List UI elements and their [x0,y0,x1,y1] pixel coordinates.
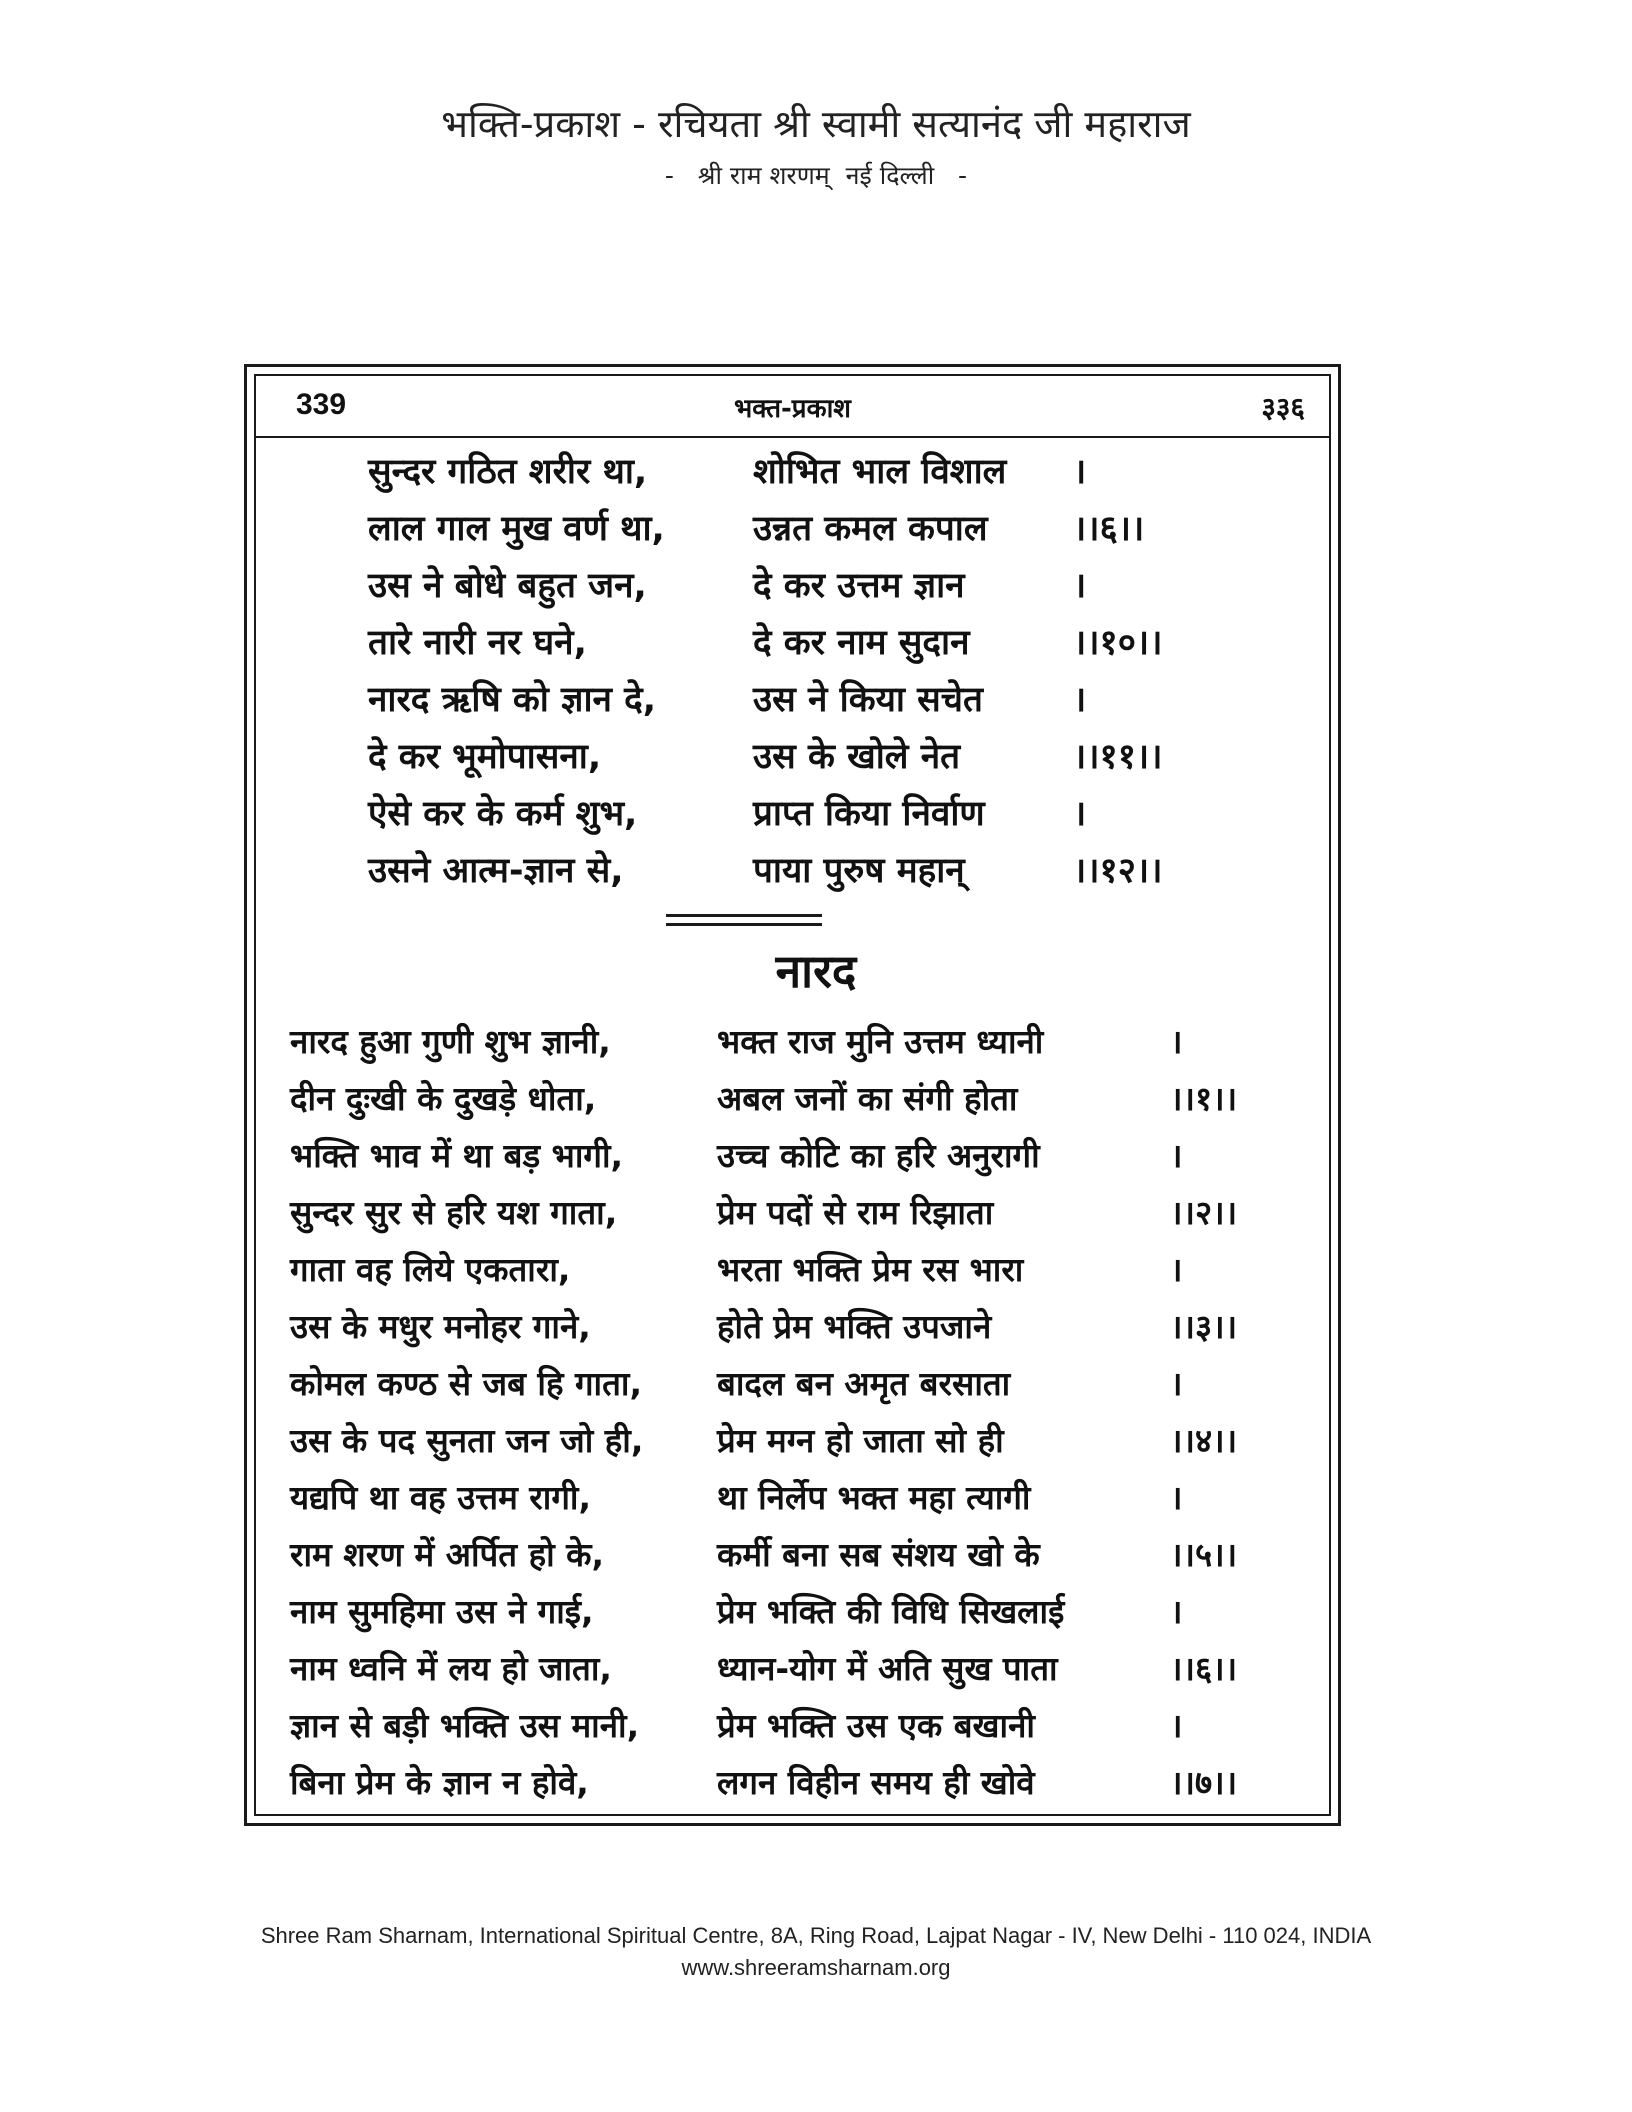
verse-mark: ।।१।। [1170,1079,1238,1118]
verse-second-half: दे कर उत्तम ज्ञान [753,566,965,606]
verse-mark: ।।११।। [1073,737,1163,777]
verse-first-half: नारद हुआ गुणी शुभ ज्ञानी, [290,1022,611,1061]
verse-second-half: उस ने किया सचेत [753,680,983,720]
verse-second-half: प्रेम भक्ति की विधि सिखलाई [717,1592,1065,1631]
verse-first-half: दीन दुःखी के दुखड़े धोता, [290,1079,597,1118]
footer-website: www.shreeramsharnam.org [681,1955,951,1980]
verse-first-half: लाल गाल मुख वर्ण था, [368,509,665,549]
verse-second-half: बादल बन अमृत बरसाता [717,1364,1011,1403]
verse-first-half: उस ने बोधे बहुत जन, [368,566,647,606]
verse-second-half: दे कर नाम सुदान [753,623,970,663]
verse-second-half: पाया पुरुष महान् [753,851,965,891]
verse-mark: । [1170,1250,1183,1289]
verse-mark: । [1170,1136,1183,1175]
verse-mark: ।।६।। [1170,1649,1238,1688]
book-page-header [256,376,1329,438]
verse-first-half: तारे नारी नर घने, [368,623,587,663]
verse-mark: । [1073,680,1087,720]
verse-mark: ।।१२।। [1073,851,1163,891]
verse-second-half: अबल जनों का संगी होता [717,1079,1018,1118]
verse-mark: । [1170,1478,1183,1517]
verse-first-half: दे कर भूमोपासना, [368,737,602,777]
section-heading: नारद [775,944,857,998]
verse-first-half: नारद ऋषि को ज्ञान दे, [368,680,657,720]
verse-mark: ।।४।। [1170,1421,1238,1460]
verse-second-half: प्रेम पदों से राम रिझाता [717,1193,994,1232]
verse-mark: । [1170,1022,1183,1061]
verse-first-half: सुन्दर सुर से हरि यश गाता, [290,1193,618,1232]
verse-mark: ।।१०।। [1073,623,1163,663]
verse-second-half: लगन विहीन समय ही खोवे [717,1763,1035,1802]
verse-mark: ।।३।। [1170,1307,1238,1346]
header-title: भक्ति-प्रकाश - रचियता श्री स्वामी सत्यानंद जी महाराज [441,102,1191,146]
verse-first-half: ऐसे कर के कर्म शुभ, [368,794,638,834]
verse-first-half: गाता वह लिये एकतारा, [290,1250,571,1289]
verse-second-half: था निर्लेप भक्त महा त्यागी [717,1478,1031,1517]
verse-mark: ।।५।। [1170,1535,1238,1574]
verse-mark: ।।२।। [1170,1193,1238,1232]
section-divider [666,914,822,926]
verse-first-half: नाम ध्वनि में लय हो जाता, [290,1649,612,1688]
verse-first-half: ज्ञान से बड़ी भक्ति उस मानी, [290,1706,640,1745]
verse-mark: । [1073,794,1087,834]
verse-second-half: उन्नत कमल कपाल [753,509,988,549]
footer-address: Shree Ram Sharnam, International Spiritual Centre, 8A, Ring Road, Lajpat Nagar - IV, New Delhi - 110 024, INDIA [260,1923,1372,1948]
verse-first-half: नाम सुमहिमा उस ने गाई, [290,1592,594,1631]
verse-mark: । [1170,1706,1183,1745]
verse-mark: । [1073,452,1087,492]
verse-first-half: सुन्दर गठित शरीर था, [368,452,648,492]
page-number-left: 339 [296,388,347,421]
verse-second-half: भक्त राज मुनि उत्तम ध्यानी [717,1022,1044,1061]
book-title: भक्त-प्रकाश [733,394,851,424]
verse-first-half: बिना प्रेम के ज्ञान न होवे, [290,1763,589,1802]
verse-second-half: प्रेम भक्ति उस एक बखानी [717,1706,1035,1745]
verse-mark: । [1073,566,1087,606]
verse-mark: । [1170,1364,1183,1403]
verse-second-half: कर्मी बना सब संशय खो के [717,1535,1040,1574]
verse-mark: । [1170,1592,1183,1631]
verse-first-half: राम शरण में अर्पित हो के, [290,1535,605,1574]
page-footer [0,1920,1632,1984]
verse-first-half: उस के मधुर मनोहर गाने, [290,1307,591,1346]
page-header [0,98,1632,194]
verse-first-half: कोमल कण्ठ से जब हि गाता, [290,1364,642,1403]
verse-mark: ।।७।। [1170,1763,1238,1802]
verse-first-half: यद्यपि था वह उत्तम रागी, [290,1478,592,1517]
verse-first-half: भक्ति भाव में था बड़ भागी, [290,1136,624,1175]
verse-second-half: उच्च कोटि का हरि अनुरागी [717,1136,1040,1175]
verse-mark: ।।६।। [1073,509,1145,549]
verse-first-half: उसने आत्म-ज्ञान से, [368,851,624,891]
verse-second-half: भरता भक्ति प्रेम रस भारा [717,1250,1024,1289]
verse-second-half: प्रेम मग्न हो जाता सो ही [717,1421,1004,1460]
header-subtitle: - श्री राम शरणम् नई दिल्ली - [664,161,968,190]
verse-second-half: होते प्रेम भक्ति उपजाने [717,1307,992,1346]
verse-second-half: प्राप्त किया निर्वाण [753,794,985,834]
verse-second-half: उस के खोले नेत [753,737,961,777]
page-number-right: ३३६ [1261,391,1305,424]
verse-second-half: ध्यान-योग में अति सुख पाता [717,1649,1058,1688]
verse-first-half: उस के पद सुनता जन जो ही, [290,1421,644,1460]
verse-second-half: शोभित भाल विशाल [753,452,1007,492]
